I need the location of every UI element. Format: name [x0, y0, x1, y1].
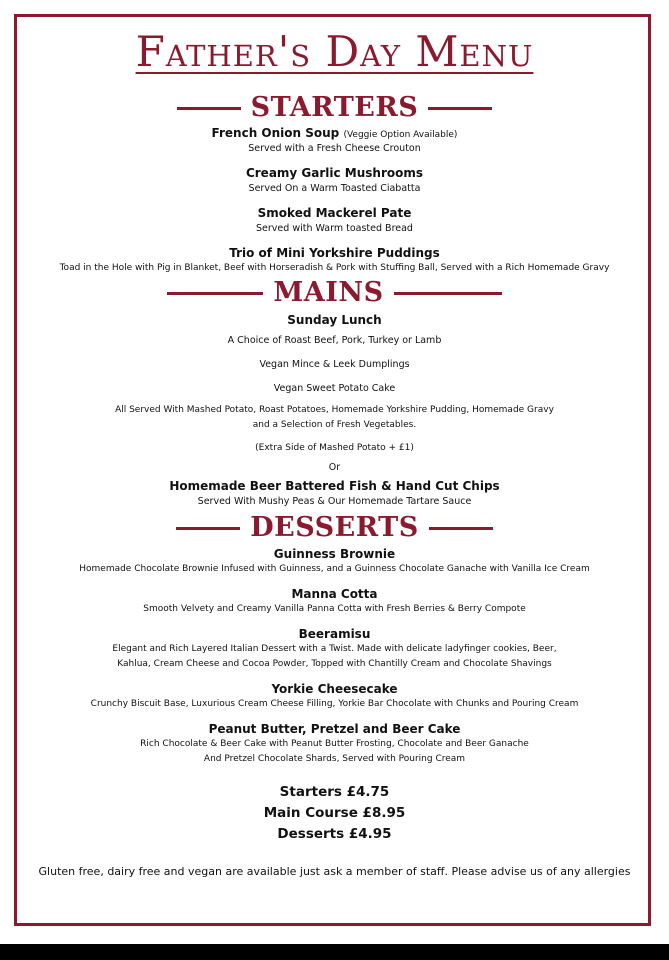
main-desc: Vegan Sweet Potato Cake	[273, 383, 396, 394]
heading-rule-right	[394, 292, 502, 295]
starter-desc: Served with Warm toasted Bread	[256, 223, 413, 234]
dessert-name: Manna Cotta	[291, 587, 378, 601]
heading-rule-right	[428, 107, 492, 110]
dessert-desc: Kahlua, Cream Cheese and Cocoa Powder, Topped with Chantilly Cream and Chocolate Shavings	[117, 659, 552, 669]
price-main-course: Main Course £8.95	[263, 805, 406, 821]
dessert-name: Peanut Butter, Pretzel and Beer Cake	[208, 722, 461, 736]
allergy-footer: Gluten free, dairy free and vegan are available just ask a member of staff. Please advise us of any allergies	[38, 865, 631, 878]
main-desc: and a Selection of Fresh Vegetables.	[252, 420, 417, 430]
heading-rule-right	[429, 527, 493, 530]
starter-name: Trio of Mini Yorkshire Puddings	[229, 246, 440, 260]
heading-rule-left	[167, 292, 263, 295]
main-name: Homemade Beer Battered Fish & Hand Cut Chips	[169, 479, 500, 493]
dessert-name: Beeramisu	[298, 627, 371, 641]
main-or: Or	[328, 462, 341, 473]
mains-heading	[0, 277, 669, 309]
main-desc: Vegan Mince & Leek Dumplings	[259, 359, 410, 370]
dessert-desc: And Pretzel Chocolate Shards, Served with Pouring Cream	[203, 754, 466, 764]
main-desc: A Choice of Roast Beef, Pork, Turkey or Lamb	[227, 335, 442, 346]
dessert-name: Guinness Brownie	[273, 547, 396, 561]
mains-label: MAINS	[273, 277, 384, 308]
starters-heading	[0, 92, 669, 124]
dessert-desc: Rich Chocolate & Beer Cake with Peanut Butter Frosting, Chocolate and Beer Ganache	[140, 739, 529, 749]
starter-name: Creamy Garlic Mushrooms	[245, 166, 424, 180]
starters-label: STARTERS	[250, 92, 419, 123]
starter-name: French Onion Soup (Veggie Option Available)	[211, 126, 458, 140]
starter-desc: Served On a Warm Toasted Ciabatta	[248, 183, 421, 194]
heading-rule-left	[176, 527, 240, 530]
dessert-name: Yorkie Cheesecake	[271, 682, 398, 696]
heading-rule-left	[177, 107, 241, 110]
menu-title: Father's Day Menu	[135, 27, 534, 76]
price-desserts: Desserts £4.95	[277, 826, 392, 842]
dessert-desc: Crunchy Biscuit Base, Luxurious Cream Cheese Filling, Yorkie Bar Chocolate with Chunks and Pouring Cream	[90, 699, 579, 709]
main-name: Sunday Lunch	[287, 313, 382, 327]
starter-desc: Toad in the Hole with Pig in Blanket, Beef with Horseradish & Pork with Stuffing Ball, Served with a Rich Homemade Gravy	[59, 263, 610, 273]
desserts-label: DESSERTS	[250, 512, 419, 543]
dessert-desc: Homemade Chocolate Brownie Infused with Guinness, and a Guinness Chocolate Ganache with Vanilla Ice Cream	[79, 564, 590, 574]
starter-note: (Veggie Option Available)	[343, 130, 458, 140]
price-starters: Starters £4.75	[279, 784, 390, 800]
desserts-heading	[0, 512, 669, 544]
starter-desc: Served with a Fresh Cheese Crouton	[248, 143, 421, 154]
main-desc: All Served With Mashed Potato, Roast Potatoes, Homemade Yorkshire Pudding, Homemade Gravy	[115, 405, 554, 415]
dessert-desc: Smooth Velvety and Creamy Vanilla Panna Cotta with Fresh Berries & Berry Compote	[143, 604, 526, 614]
main-desc: Served With Mushy Peas & Our Homemade Tartare Sauce	[197, 496, 472, 507]
main-note: (Extra Side of Mashed Potato + £1)	[255, 443, 414, 453]
starter-name: Smoked Mackerel Pate	[257, 206, 412, 220]
bottom-black-bar	[0, 944, 669, 960]
dessert-desc: Elegant and Rich Layered Italian Dessert with a Twist. Made with delicate ladyfinger cookies, Beer,	[112, 644, 557, 654]
